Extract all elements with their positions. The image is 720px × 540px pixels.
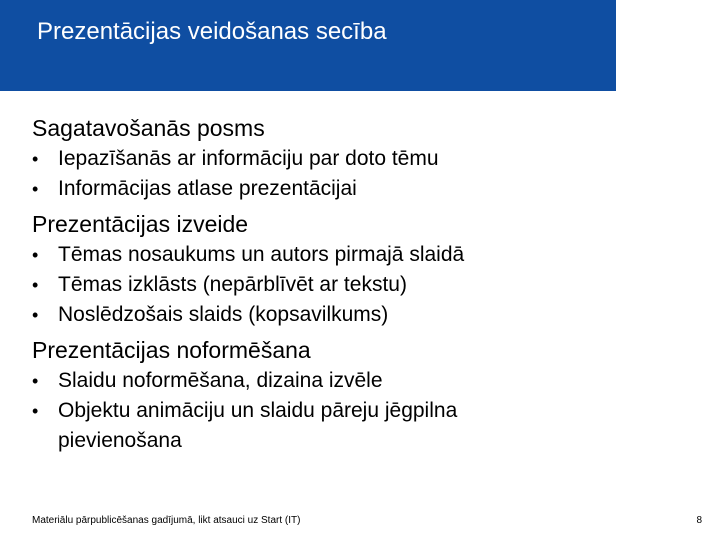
list-item-text: Slaidu noformēšana, dizaina izvēle xyxy=(58,369,383,392)
section-heading-creation: Prezentācijas izveide xyxy=(32,211,249,237)
list-item-text: Iepazīšanās ar informāciju par doto tēmu xyxy=(58,147,439,170)
section-heading-preparation: Sagatavošanās posms xyxy=(32,115,265,141)
list-item xyxy=(32,396,578,456)
page-number: 8 xyxy=(696,515,702,526)
bullet-icon: • xyxy=(32,401,39,421)
list-item-text: Informācijas atlase prezentācijai xyxy=(58,177,357,200)
list-item xyxy=(32,240,578,270)
bullet-icon: • xyxy=(32,245,39,265)
bullet-list-design xyxy=(32,366,692,456)
slide-title: Prezentācijas veidošanas secība xyxy=(37,18,387,45)
list-item-text: Objektu animāciju un slaidu pāreju jēgpilna pievienošana xyxy=(58,399,458,452)
list-item xyxy=(32,300,578,330)
bullet-icon: • xyxy=(32,179,39,199)
slide-content xyxy=(32,112,692,460)
list-item xyxy=(32,174,578,204)
section-heading-design: Prezentācijas noformēšana xyxy=(32,337,311,363)
footer-attribution: Materiālu pārpublicēšanas gadījumā, likt atsauci uz Start (IT) xyxy=(32,515,301,526)
bullet-icon: • xyxy=(32,149,39,169)
bullet-icon: • xyxy=(32,275,39,295)
bullet-icon: • xyxy=(32,371,39,391)
list-item xyxy=(32,144,578,174)
list-item-text: Tēmas izklāsts (nepārblīvēt ar tekstu) xyxy=(58,273,407,296)
list-item-text: Noslēdzošais slaids (kopsavilkums) xyxy=(58,303,389,326)
bullet-list-preparation xyxy=(32,144,692,204)
list-item-text: Tēmas nosaukums un autors pirmajā slaidā xyxy=(58,243,465,266)
bullet-icon: • xyxy=(32,305,39,325)
title-bar xyxy=(0,0,616,91)
bullet-list-creation xyxy=(32,240,692,330)
list-item xyxy=(32,366,578,396)
list-item xyxy=(32,270,578,300)
